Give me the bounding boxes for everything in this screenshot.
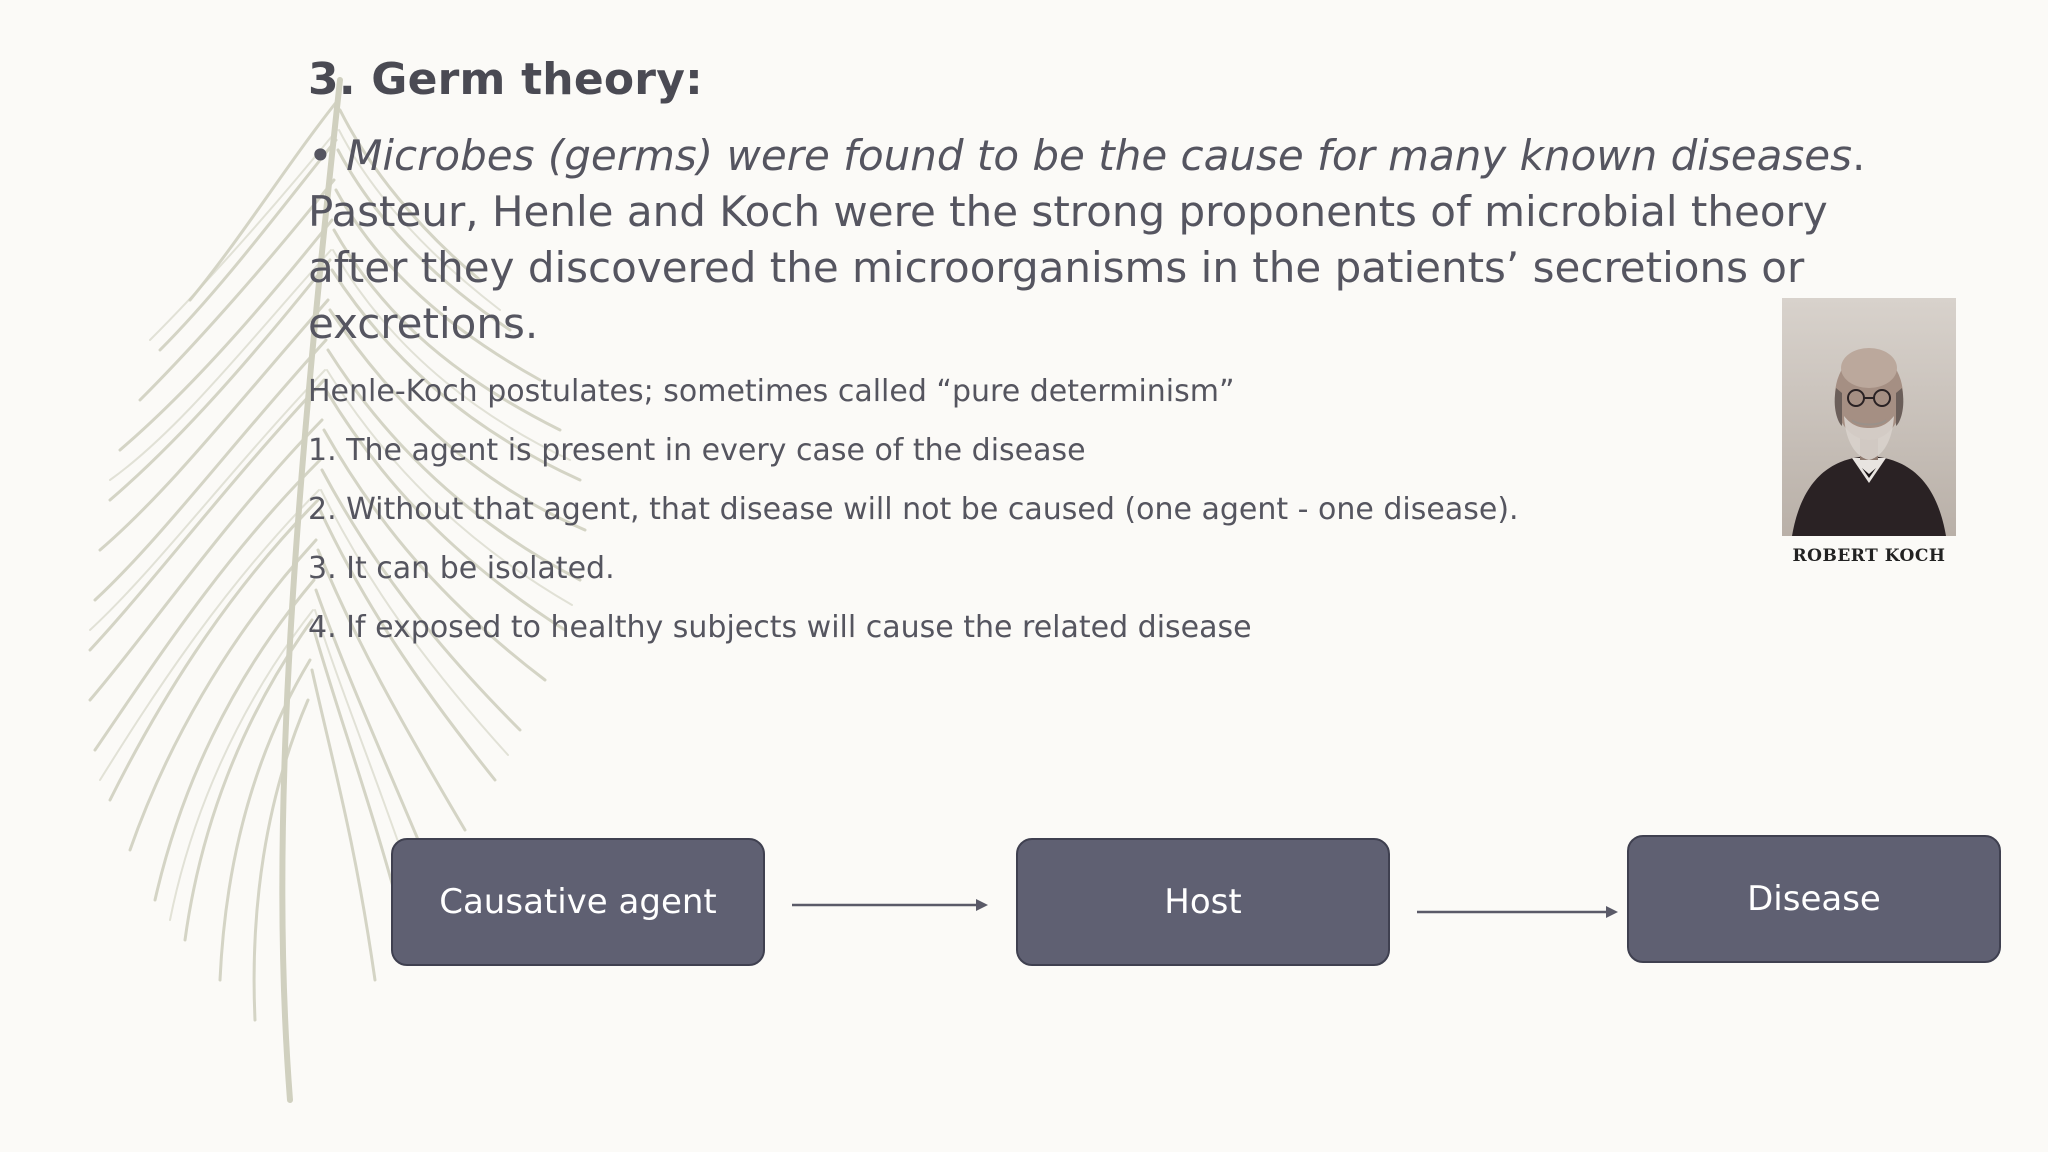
postulate-item: 1. The agent is present in every case of the disease bbox=[308, 433, 1086, 468]
host-box: Host bbox=[1016, 838, 1390, 966]
postulate-item: 4. If exposed to healthy subjects will cause the related disease bbox=[308, 610, 1252, 645]
portrait-image bbox=[1782, 298, 1956, 536]
intro-lead: • Microbes (germs) were found to be the cause for many known diseases bbox=[308, 131, 1852, 180]
portrait-caption: ROBERT KOCH bbox=[1792, 546, 1946, 566]
portrait-figure bbox=[1782, 298, 1956, 566]
arrow-host-to-disease bbox=[1415, 902, 1620, 922]
postulate-item: 2. Without that agent, that disease will not be caused (one agent - one disease). bbox=[308, 492, 1519, 527]
intro-rest: . Pasteur, Henle and Koch were the strong proponents of microbial theory after they discovered the microorganisms in the patients’ secretions or excretions. bbox=[308, 131, 1866, 348]
arrow-agent-to-host bbox=[790, 895, 990, 915]
postulates-heading: Henle-Koch postulates; sometimes called “pure determinism” bbox=[308, 374, 1235, 409]
postulate-item: 3. It can be isolated. bbox=[308, 551, 615, 586]
intro-paragraph bbox=[308, 128, 1868, 352]
slide-title: 3. Germ theory: bbox=[308, 54, 703, 105]
postulates-list bbox=[308, 370, 1519, 665]
disease-box: Disease bbox=[1627, 835, 2001, 963]
causative-agent-box: Causative agent bbox=[391, 838, 765, 966]
